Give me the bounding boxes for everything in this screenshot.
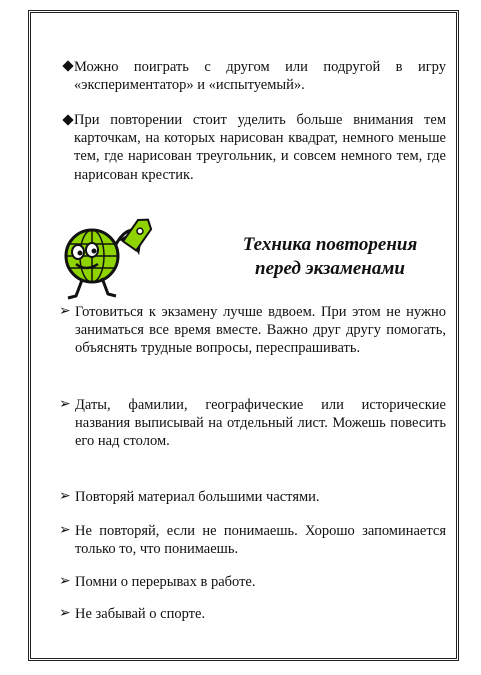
list-item: Повторяй материал большими частями. [75, 489, 320, 505]
list-item: Можно поиграть с другом или подругой в игру «экспериментатор» и «испытуемый». [74, 59, 446, 94]
arrow-bullet-icon: ➢ [59, 574, 71, 589]
list-item: Не забывай о спорте. [75, 606, 206, 622]
list-item: Помни о перерывах в работе. [75, 574, 256, 590]
list-item: При повторении стоит уделить больше внимания тем карточкам, на которых нарисован квадрат, немного меньше тем, где нарисован треугольник, и совсем немного тем, где нарисован крестик. [74, 112, 446, 183]
list-item: Готовиться к экзамену лучше вдвоем. При этом не нужно заниматься все время вместе. Важно друг другу помогать, объяснять трудные вопросы, переспрашивать. [75, 304, 446, 357]
section-title-line-2: перед экзаменами [255, 258, 405, 279]
list-item: Даты, фамилии, географические или исторические названия выписывай на отдельный лист. Можешь повесить его над столом. [75, 397, 446, 450]
arrow-bullet-icon: ➢ [59, 397, 71, 412]
arrow-bullet-icon: ➢ [59, 523, 71, 538]
arrow-bullet-icon: ➢ [59, 606, 71, 621]
arrow-bullet-icon: ➢ [59, 304, 71, 319]
section-title [200, 233, 460, 281]
globe-mascot-icon [62, 218, 178, 302]
arrow-bullet-icon: ➢ [59, 489, 71, 504]
section-title-line-1: Техника повторения [242, 234, 418, 255]
list-item: Не повторяй, если не понимаешь. Хорошо запоминается только то, что понимаешь. [75, 523, 446, 558]
